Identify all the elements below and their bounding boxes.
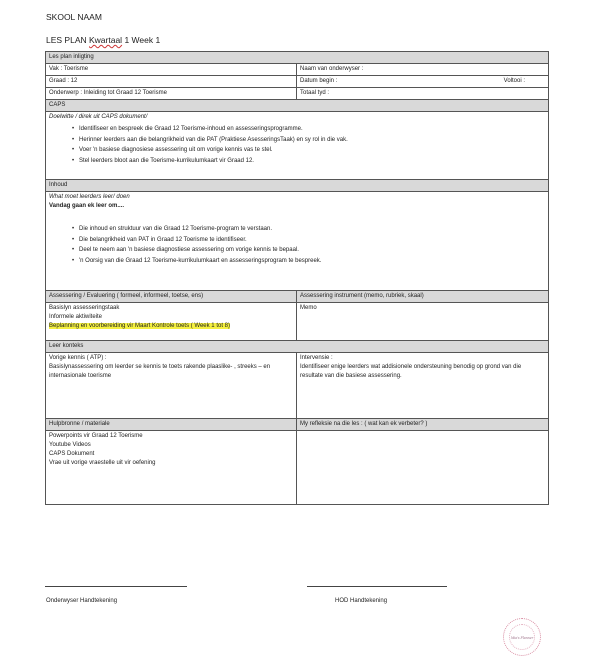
school-name: SKOOL NAAM (46, 12, 102, 22)
list-item: • Voer 'n basiese diagnosiese assessering uit om vorige kennis vas te stel. (79, 145, 545, 156)
list-item: • 'n Oorsig van die Graad 12 Toerisme-kurrikulumkaart en assesseringsprogram te bespreek. (79, 256, 545, 267)
intervention-text: Identifiseer enige leerders wat addisionele ondersteuning benodig op grond van die resultate van die basiese assessering. (300, 364, 522, 379)
date-field[interactable]: Datum begin : (300, 78, 338, 84)
assessment-line: Basislyn assesseringstaak (49, 305, 120, 311)
total-time-field[interactable]: Totaal tyd : (297, 88, 549, 100)
content-list (49, 224, 545, 266)
resources-body[interactable] (46, 431, 297, 505)
intervention-title: Intervensie : (300, 355, 333, 361)
reflection-body[interactable] (297, 431, 549, 505)
hod-signature-line[interactable] (307, 586, 447, 587)
prior-knowledge-cell[interactable] (46, 353, 297, 419)
list-item: Powerpoints vir Graad 12 Toerisme (49, 433, 143, 439)
planner-logo-stamp (503, 618, 541, 656)
resources-header: Hulpbronne / materiale (46, 419, 297, 431)
list-item: • Identifiseer en bespreek die Graad 12 Toerisme-inhoud en assesseringsprogramme. (79, 124, 545, 135)
teacher-signature-label: Onderwyser Handtekening (46, 598, 118, 604)
reflection-header: My refleksie na die les : ( wat kan ek verbeter? ) (297, 419, 549, 431)
content-subtitle: What moet leerders leer/ doen (49, 194, 130, 200)
prior-knowledge-title: Vorige kennis ( ATP) : (49, 355, 107, 361)
list-item: • Deel te neem aan 'n basiese diagnostiese assessering om vorige kennis te bepaal. (79, 245, 545, 256)
learner-context-header: Leer konteks (46, 341, 549, 353)
assessment-instrument-body[interactable]: Memo (297, 303, 549, 341)
assessment-body[interactable] (46, 303, 297, 341)
list-item: Vrae uit vorige vraestelle uit vir oefening (49, 460, 156, 466)
setup-header: Les plan inligting (46, 52, 549, 64)
subject-field[interactable]: Vak : Toerisme (46, 64, 297, 76)
list-item: CAPS Dokument (49, 451, 95, 457)
highlighted-assessment-line: Beplanning en voorbereiding vir Maart Kontrole toets ( Week 1 tot 8) (49, 323, 230, 329)
date-row (297, 76, 549, 88)
caps-subtitle: Doelwitte / direk uit CAPS dokument/ (49, 114, 148, 120)
content-header: Inhoud (46, 180, 549, 192)
caps-header: CAPS (46, 100, 549, 112)
list-item: Youtube Videos (49, 442, 91, 448)
caps-list (49, 124, 545, 166)
assessment-header: Assessering / Evaluering ( formeel, informeel, toetse, ens) (46, 291, 297, 303)
list-item: • Die inhoud en struktuur van die Graad 12 Toerisme-program te verstaan. (79, 224, 545, 235)
caps-content[interactable] (46, 112, 549, 180)
topic-field[interactable]: Onderwerp : Inleiding tot Graad 12 Toerisme (46, 88, 297, 100)
grade-field[interactable]: Graad : 12 (46, 76, 297, 88)
hod-signature-label: HOD Handtekening (335, 598, 388, 604)
stamp-text: Mia's Planner (509, 624, 535, 650)
intervention-cell[interactable] (297, 353, 549, 419)
assessment-instrument-header: Assessering instrument (memo, rubriek, skaal) (297, 291, 549, 303)
list-item: • Herinner leerders aan die belangrikheid van die PAT (Praktiese AsesseringsTaak) en sy rol in die vak. (79, 135, 545, 146)
completed-field[interactable]: Voltooi : (503, 78, 526, 84)
teacher-name-field[interactable]: Naam van onderwyser : (297, 64, 549, 76)
content-bold-line: Vandag gaan ek leer om.... (49, 203, 125, 209)
content-body[interactable] (46, 192, 549, 291)
assessment-line: Informele aktiwiteite (49, 314, 103, 320)
lesson-plan-table (45, 51, 549, 505)
plan-title: LES PLAN Kwartaal 1 Week 1 (46, 35, 161, 45)
prior-knowledge-text: Basislynassessering om leerder se kennis te toets rakende plaaslike- , streeks – en internasionale toerisme (49, 364, 271, 379)
teacher-signature-line[interactable] (45, 586, 187, 587)
list-item: • Stel leerders bloot aan die Toerisme-kurrikulumkaart vir Graad 12. (79, 156, 545, 167)
list-item: • Die belangrikheid van PAT in Graad 12 Toerisme te identifiseer. (79, 235, 545, 246)
